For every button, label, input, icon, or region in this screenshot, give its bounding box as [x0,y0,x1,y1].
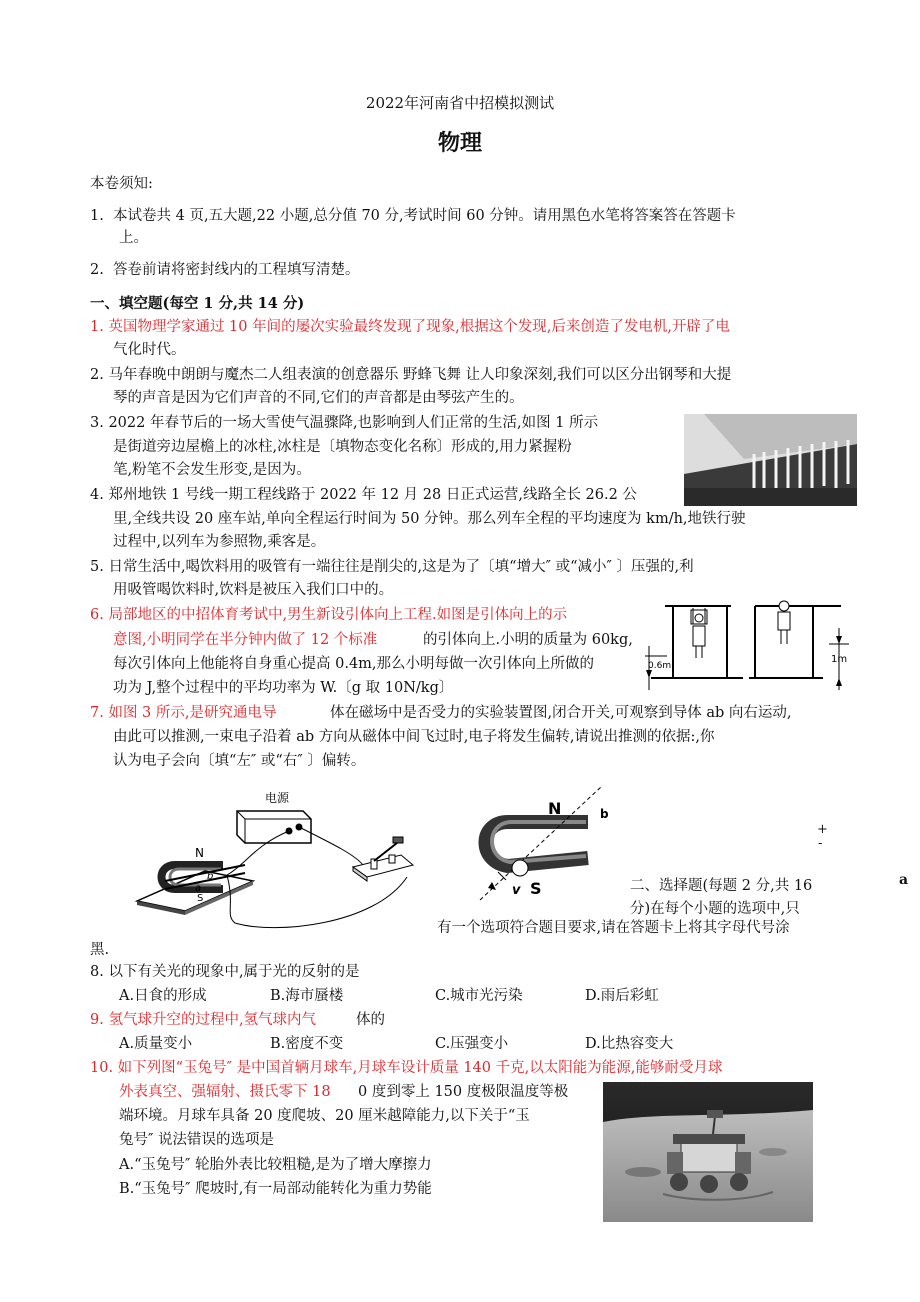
circuit-experiment-figure [135,785,420,935]
q7-line1a: 7. 如图 3 所示,是研究通电导 [90,705,277,721]
q9-option-c: C.压强变小 [435,1036,509,1052]
q10-line1: 10. 如下列图“玉兔号″ 是中国首辆月球车,月球车设计质量 140 千克,以太阳能为能源,能够耐受月球 [90,1060,723,1076]
q5-line2: 用吸管喝饮料时,饮料是被压入我们口中的。 [113,582,394,598]
q9-option-a: A.质量变小 [119,1036,193,1052]
q9-option-b: B.密度不变 [270,1036,344,1052]
notice-heading: 本卷须知: [90,176,153,192]
stray-a: a [899,872,909,888]
magnet-electron-figure [468,782,618,902]
q10-line3: 端环境。月球车具备 20 度爬坡、20 厘米越障能力,以下关于“玉 [119,1108,530,1124]
pull-up-diagram [643,598,855,693]
q7-line2: 由此可以推测,一束电子沿着 ab 方向从磁体中间飞过时,电子将发生偏转,请说出推测的依据:,你 [113,729,715,745]
q10-option-b: B.“玉兔号″ 爬坡时,有一局部动能转化为重力势能 [119,1181,432,1197]
q3-line1: 3. 2022 年春节后的一场大雪使气温骤降,也影响到人们正常的生活,如图 1 所示 [90,415,599,431]
q8-option-c: C.城市光污染 [435,988,523,1004]
label-N: N [195,846,204,860]
q10-line4: 兔号″ 说法错误的选项是 [119,1132,275,1148]
notice-item-2-num: 2. [90,262,104,278]
notice-item-2-line1: 答卷前请将密封线内的工程填写清楚。 [113,262,360,278]
section-2-line2: 分)在每个小题的选项中,只 [630,901,800,917]
q9-option-d: D.比热容变大 [585,1036,674,1052]
q8-stem: 8. 以下有关光的现象中,属于光的反射的是 [90,964,360,980]
section-1-heading: 一、填空题(每空 1 分,共 14 分) [90,295,305,312]
q4-line2: 里,全线共设 20 座车站,单向全程运行时间为 50 分钟。那么列车全程的平均速度为 km/h,地铁行驶 [113,511,746,527]
yutu-rover-photo [603,1082,813,1222]
q2-line2: 琴的声音是因为它们声音的不同,它们的声音都是由琴弦产生的。 [113,390,524,406]
section-2-line3: 有一个选项符合题目要求,请在答题卡上将其字母代号涂 [437,920,790,936]
notice-item-1-line2: 上。 [119,230,148,246]
section-2-line4: 黑. [90,942,110,958]
q1-line1: 1. 英国物理学家通过 10 年间的屡次实验最终发现了现象,根据这个发现,后来创造了发电机,开辟了电 [90,319,730,335]
label-v: v [512,883,521,898]
plus-sign: + [817,822,828,837]
q3-line2: 是街道旁边屋檐上的冰柱,冰柱是〔填物态变化名称〕形成的,用力紧握粉 [113,439,572,455]
q5-line1: 5. 日常生活中,喝饮料用的吸管有一端往往是削尖的,这是为了〔填“增大″ 或“减小″ 〕压强的,利 [90,559,694,575]
q6-line2b: 的引体向上.小明的质量为 60kg, [423,632,633,648]
q6-line3: 每次引体向上他能将自身重心提高 0.4m,那么小明每做一次引体向上所做的 [113,656,595,672]
q7-line3: 认为电子会向〔填“左″ 或“右″ 〕偏转。 [113,753,366,769]
label-b-beam: b [600,807,609,821]
q10-line2b: 0 度到零上 150 度极限温度等极 [358,1084,569,1100]
exam-title: 2022年河南省中招模拟测试 [365,94,555,112]
label-a: a [195,883,202,894]
section-2-line1: 二、选择题(每题 2 分,共 16 [630,878,813,894]
label-power: 电源 [265,791,290,805]
q4-line3: 过程中,以列车为参照物,乘客是。 [113,534,326,550]
notice-item-1-num: 1. [90,208,104,224]
q10-option-a: A.“玉兔号″ 轮胎外表比较粗糙,是为了增大摩擦力 [119,1157,432,1173]
q8-option-a: A.日食的形成 [119,988,207,1004]
subject-title: 物理 [437,131,482,156]
q9-stem-red: 9. 氢气球升空的过程中,氢气球内气 [90,1012,317,1028]
q1-line2: 气化时代。 [113,342,186,358]
q6-line2a: 意图,小明同学在半分钟内做了 12 个标准 [113,632,378,648]
q7-line1b: 体在磁场中是否受力的实验装置图,闭合开关,可观察到导体 ab 向右运动, [330,705,792,721]
icicle-photo [684,414,857,506]
q9-stem-black: 体的 [356,1012,385,1028]
q2-line1: 2. 马年春晚中朗朗与魔杰二人组表演的创意器乐 野蜂飞舞 让人印象深刻,我们可以区分出钢琴和大提 [90,367,732,383]
q6-line4: 功为 J,整个过程中的平均功率为 W.〔g 取 10N/kg〕 [113,680,454,696]
q6-line1: 6. 局部地区的中招体育考试中,男生新设引体向上工程.如图是引体向上的示 [90,607,568,623]
q8-option-d: D.雨后彩虹 [585,988,659,1004]
minus-sign: - [818,836,823,851]
q4-line1: 4. 郑州地铁 1 号线一期工程线路于 2022 年 12 月 28 日正式运营,线路全长 26.2 公 [90,487,637,503]
q3-line3: 笔,粉笔不会发生形变,是因为。 [113,462,311,478]
q8-option-b: B.海市蜃楼 [270,988,344,1004]
label-1m: 1m [831,654,848,665]
label-06m: 0.6m [648,661,672,671]
magnet-label-N: N [548,799,562,818]
magnet-label-S: S [530,879,542,898]
label-b: b [207,871,214,882]
q10-line2a: 外表真空、强辐射、摄氏零下 18 [119,1084,331,1100]
notice-item-1-line1: 本试卷共 4 页,五大题,22 小题,总分值 70 分,考试时间 60 分钟。请用黑色水笔将答案答在答题卡 [113,208,736,224]
label-S: S [197,893,204,904]
